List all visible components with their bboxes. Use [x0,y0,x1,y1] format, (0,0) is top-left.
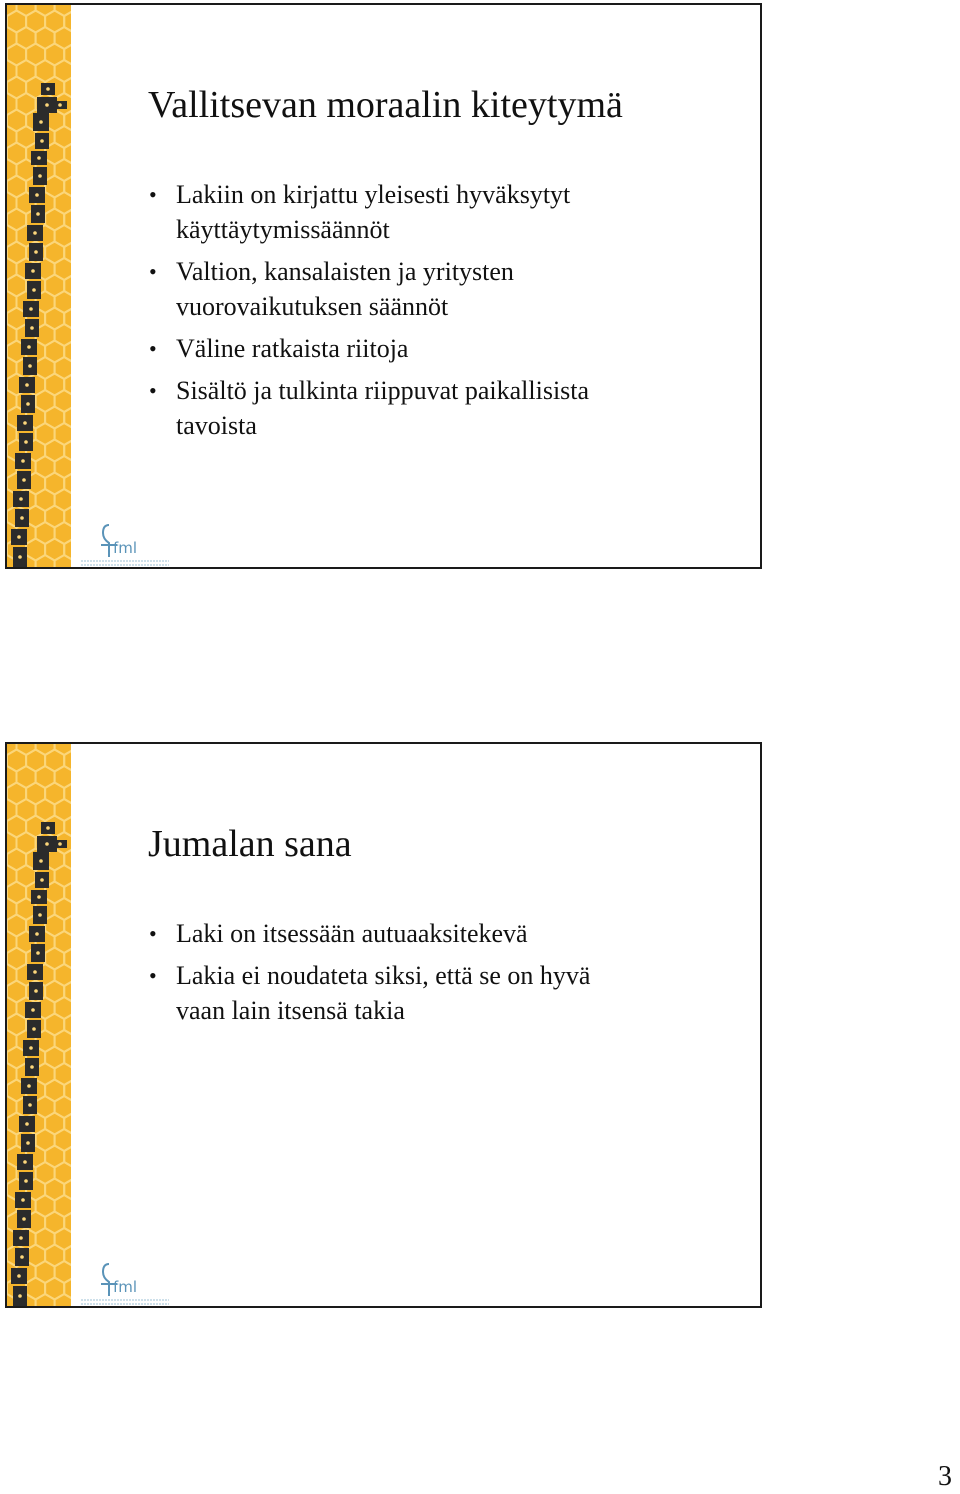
bullet-item [148,331,708,366]
bullet-text: Lakia ei noudateta siksi, että se on hyvä [176,961,591,990]
bullet-text: Sisältö ja tulkinta riippuvat paikallisista [176,376,590,405]
fml-logo-icon [77,1260,173,1308]
bullet-text: vuorovaikutuksen säännöt [176,292,449,321]
bullet-list [148,177,708,450]
bullet-text: Laki on itsessään autuaaksitekevä [176,919,528,948]
bullet-dot-icon: • [149,963,157,988]
bullet-item [148,254,708,324]
bullet-text: käyttäytymissäännöt [176,215,390,244]
honeycomb-band [7,5,71,567]
bullet-dot-icon: • [149,921,157,946]
slide-title: Vallitsevan moraalin kiteytymä [148,84,623,126]
bullet-item [148,958,708,1028]
bullet-text: Väline ratkaista riitoja [176,334,409,363]
bullet-dot-icon: • [149,378,157,403]
bullet-item [148,916,708,951]
bullet-item [148,373,708,443]
bullet-dot-icon: • [149,336,157,361]
slide-title: Jumalan sana [148,823,352,865]
fml-logo-icon [77,521,173,569]
bullet-text: vaan lain itsensä takia [176,996,405,1025]
bullet-list [148,916,708,1035]
bullet-text: Lakiin on kirjattu yleisesti hyväksytyt [176,180,571,209]
svg-text:fml: fml [113,1278,138,1296]
svg-text:fml: fml [113,539,138,557]
page-number: 3 [938,1461,952,1492]
honeycomb-band [7,744,71,1306]
bullet-item [148,177,708,247]
bullet-dot-icon: • [149,259,157,284]
bullet-text: Valtion, kansalaisten ja yritysten [176,257,514,286]
slide-2 [5,742,762,1308]
bullet-text: tavoista [176,411,257,440]
bullet-dot-icon: • [149,182,157,207]
slide-1 [5,3,762,569]
